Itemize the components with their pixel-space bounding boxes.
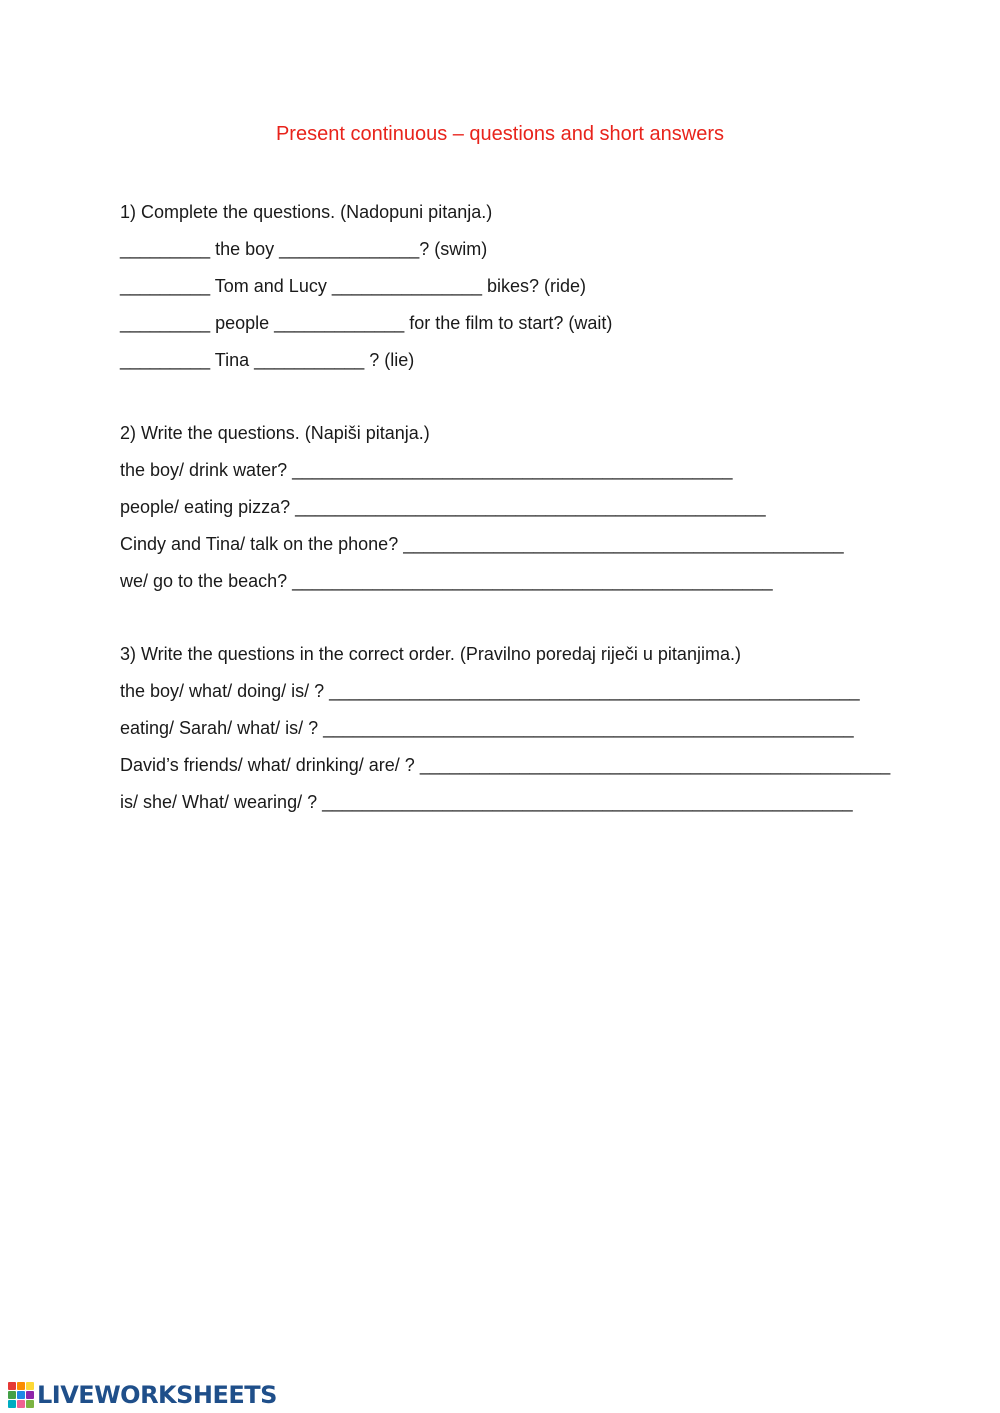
exercise-2-item-4[interactable]: we/ go to the beach? ________________________________________________ (120, 571, 773, 591)
logo-tile (8, 1400, 16, 1408)
logo-text: LIVEWORKSHEETS (37, 1381, 277, 1409)
logo-tile (8, 1382, 16, 1390)
exercise-3-item-2[interactable]: eating/ Sarah/ what/ is/ ? _____________________________________________________ (120, 718, 854, 738)
exercise-2 (120, 420, 920, 594)
exercise-1-item-2[interactable]: _________ Tom and Lucy _______________ bikes? (ride) (120, 276, 587, 296)
exercise-1-item-3[interactable]: _________ people _____________ for the film to start? (wait) (120, 313, 613, 333)
logo-tile (17, 1400, 25, 1408)
exercise-3-item-3[interactable]: David’s friends/ what/ drinking/ are/ ? _______________________________________________ (120, 755, 891, 775)
exercise-1 (120, 199, 920, 373)
exercise-1-heading: 1) Complete the questions. (Nadopuni pitanja.) (120, 202, 493, 222)
logo-tile (8, 1391, 16, 1399)
logo-tile (26, 1400, 34, 1408)
exercise-1-item-1[interactable]: _________ the boy ______________? (swim) (120, 239, 488, 259)
logo-tile (26, 1391, 34, 1399)
exercise-3-item-1[interactable]: the boy/ what/ doing/ is/ ? _____________________________________________________ (120, 681, 860, 701)
liveworksheets-logo (8, 1380, 277, 1410)
logo-tile (17, 1382, 25, 1390)
liveworksheets-logo-icon (8, 1382, 34, 1408)
exercise-2-item-1[interactable]: the boy/ drink water? ____________________________________________ (120, 460, 733, 480)
exercise-2-item-2[interactable]: people/ eating pizza? _______________________________________________ (120, 497, 766, 517)
exercise-1-item-4[interactable]: _________ Tina ___________ ? (lie) (120, 350, 415, 370)
exercise-2-heading: 2) Write the questions. (Napiši pitanja.) (120, 423, 430, 443)
exercise-3-heading: 3) Write the questions in the correct order. (Pravilno poredaj riječi u pitanjima.) (120, 644, 741, 664)
logo-tile (17, 1391, 25, 1399)
exercise-3 (120, 641, 920, 815)
logo-tile (26, 1382, 34, 1390)
exercise-2-item-3[interactable]: Cindy and Tina/ talk on the phone? ____________________________________________ (120, 534, 844, 554)
exercise-3-item-4[interactable]: is/ she/ What/ wearing/ ? _____________________________________________________ (120, 792, 853, 812)
page-title: Present continuous – questions and short answers (275, 123, 725, 145)
